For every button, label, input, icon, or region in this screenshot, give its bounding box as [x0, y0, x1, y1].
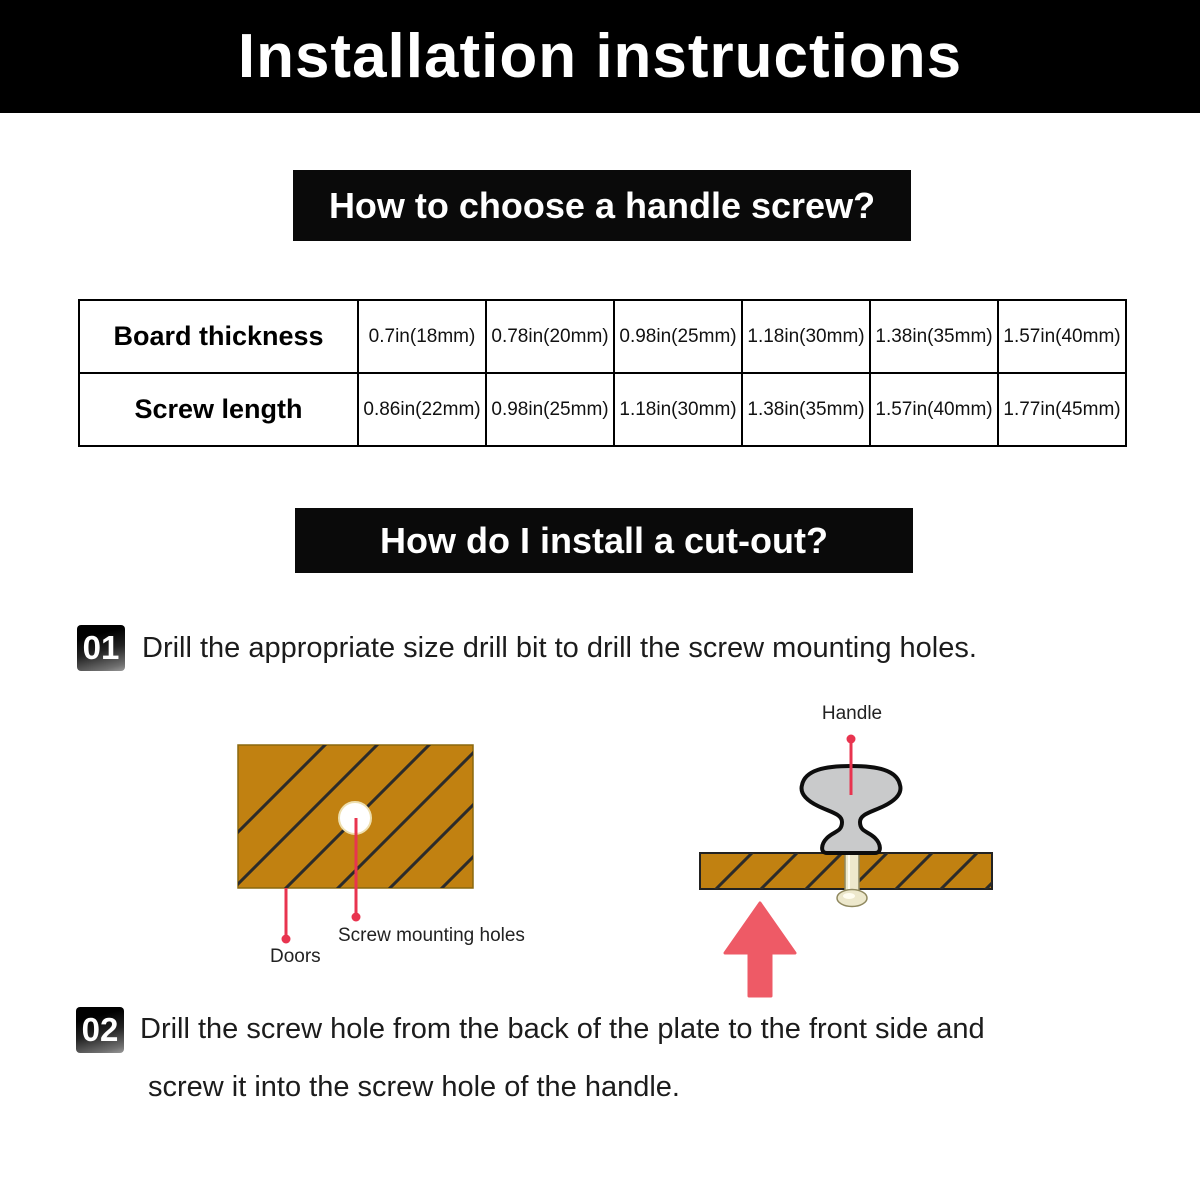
page-title-bar	[0, 0, 1200, 113]
screw-size-table	[78, 299, 1127, 447]
row-header-board-thickness: Board thickness	[79, 300, 358, 373]
table-cell: 0.78in(20mm)	[486, 300, 614, 373]
handle-mount-diagram	[680, 700, 1010, 1000]
handle-label: Handle	[821, 703, 883, 724]
screw-hole-pointer-dot	[352, 913, 361, 922]
table-row-board-thickness	[79, 300, 1126, 373]
handle-pointer-dot	[847, 735, 856, 744]
table-cell: 0.7in(18mm)	[358, 300, 486, 373]
table-cell: 0.86in(22mm)	[358, 373, 486, 446]
table-row-screw-length	[79, 373, 1126, 446]
row-header-screw-length: Screw length	[79, 373, 358, 446]
table-cell: 1.18in(30mm)	[742, 300, 870, 373]
step-number-badge-02	[76, 1007, 124, 1053]
table-cell: 1.38in(35mm)	[742, 373, 870, 446]
doors-pointer-dot	[282, 935, 291, 944]
table-cell: 1.38in(35mm)	[870, 300, 998, 373]
step-01-number: 01	[82, 629, 120, 666]
step-02-text-line1: Drill the screw hole from the back of the plate to the front side and	[140, 1013, 985, 1045]
screw-mounting-holes-label: Screw mounting holes	[338, 925, 525, 946]
step-02-text-line2: screw it into the screw hole of the handle.	[148, 1071, 680, 1103]
table-cell: 0.98in(25mm)	[486, 373, 614, 446]
up-arrow	[725, 903, 795, 996]
doors-label: Doors	[270, 946, 321, 967]
step-02-number: 02	[81, 1011, 119, 1048]
section-title-choose-screw-label: How to choose a handle screw?	[328, 184, 876, 226]
page-title: Installation instructions	[237, 22, 963, 91]
step-number-badge-01	[77, 625, 125, 671]
table-cell: 1.57in(40mm)	[870, 373, 998, 446]
table-cell: 0.98in(25mm)	[614, 300, 742, 373]
table-cell: 1.18in(30mm)	[614, 373, 742, 446]
step-01-text: Drill the appropriate size drill bit to drill the screw mounting holes.	[142, 632, 977, 664]
table-cell: 1.57in(40mm)	[998, 300, 1126, 373]
section-title-choose-screw	[293, 170, 911, 241]
section-title-install-cutout	[295, 508, 913, 573]
door-board-diagram	[230, 735, 530, 975]
section-title-install-cutout-label: How do I install a cut-out?	[380, 519, 828, 561]
table-cell: 1.77in(45mm)	[998, 373, 1126, 446]
